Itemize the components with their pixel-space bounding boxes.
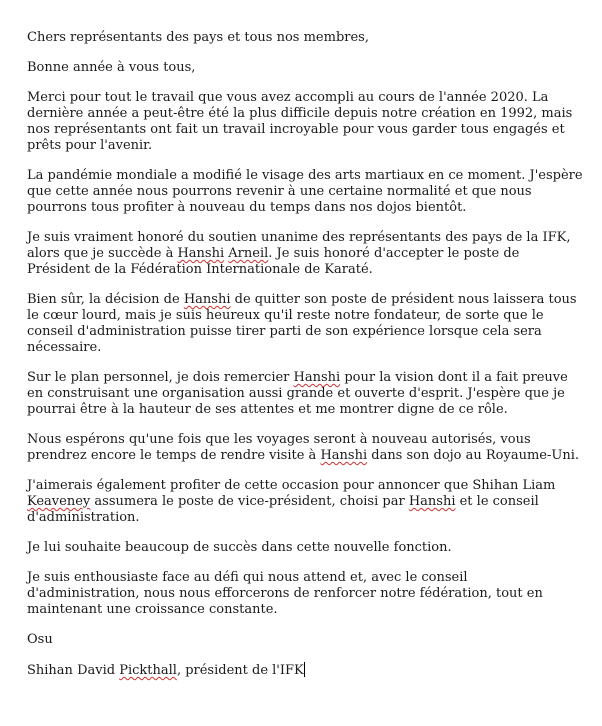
spellcheck-word[interactable]: Hanshi [408,494,456,509]
paragraph-pandemic: La pandémie mondiale a modifié le visage des arts martiaux en ce moment. J'espère que cette année nous pourrons revenir à une certaine normalité et que nous pourrons tous profiter à nouveau du temps dans nos dojos bientôt. [27,168,583,215]
signature [27,662,583,679]
closing: Osu [27,632,53,647]
text: dans son dojo au Royaume-Uni. [367,448,580,463]
paragraph-enthusiastic: Je suis enthousiaste face au défi qui nous attend et, avec le conseil d'administration, nous nous efforcerons de renforcer notre fédération, tout en maintenant une croissance constante. [27,570,543,617]
text: assumera le poste de vice-président, choisi par [90,494,409,509]
greeting: Chers représentants des pays et tous nos membres, [27,30,369,45]
paragraph-honored [27,230,583,278]
spellcheck-word[interactable]: Keaveney [27,494,91,509]
text: et le conseil d'administration. [27,494,539,525]
paragraph-travel [27,432,583,464]
spellcheck-word[interactable]: Hanshi [177,246,225,261]
spellcheck-word[interactable]: Arneil [228,246,269,261]
spellcheck-word[interactable]: Pickthall [119,663,177,678]
paragraph-wishes: Je lui souhaite beaucoup de succès dans cette nouvelle fonction. [27,540,452,555]
text-cursor [304,662,305,677]
text: Shihan David [27,663,120,678]
paragraph-thanks: Merci pour tout le travail que vous avez accompli au cours de l'année 2020. La dernière année a peut-être été la plus difficile depuis notre création en 1992, mais nos représentants ont fait un travail incroyable pour vous garder tous engagés et prêts pour l'avenir. [27,90,573,153]
spellcheck-word[interactable]: Hanshi [293,370,341,385]
text: J'aimerais également profiter de cette occasion pour annoncer que Shihan Liam [27,478,556,493]
text: pour la vision dont il a fait preuve en construisant une organisation aussi grande et ouverte d'esprit. J'espère que je pourrai être à la hauteur de ses attentes et me montrer digne de ce rôle. [27,370,568,417]
text: , président de l'IFK [176,663,304,678]
paragraph-vice-president [27,478,583,526]
text: Bien sûr, la décision de [27,292,184,307]
text: . Je suis honoré d'accepter le poste de Président de la Fédération Internationale de Karaté. [27,246,520,277]
paragraph-personal [27,370,583,418]
new-year-wishes: Bonne année à vous tous, [27,60,196,75]
document-body[interactable] [27,30,583,693]
paragraph-decision [27,292,583,356]
text: Sur le plan personnel, je dois remercier [27,370,294,385]
text: de quitter son poste de président nous laissera tous le cœur lourd, mais je suis heureux qu'il reste notre fondateur, de sorte que le conseil d'administration puisse tirer parti de son expérience lorsque cela sera nécessaire. [27,292,577,355]
text: Je suis vraiment honoré du soutien unanime des représentants des pays de la IFK, alors que je succède à [27,230,571,261]
text: Nous espérons qu'une fois que les voyages seront à nouveau autorisés, vous prendrez encore le temps de rendre visite à [27,432,531,463]
spellcheck-word[interactable]: Hanshi [320,448,368,463]
spellcheck-word[interactable]: Hanshi [183,292,231,307]
